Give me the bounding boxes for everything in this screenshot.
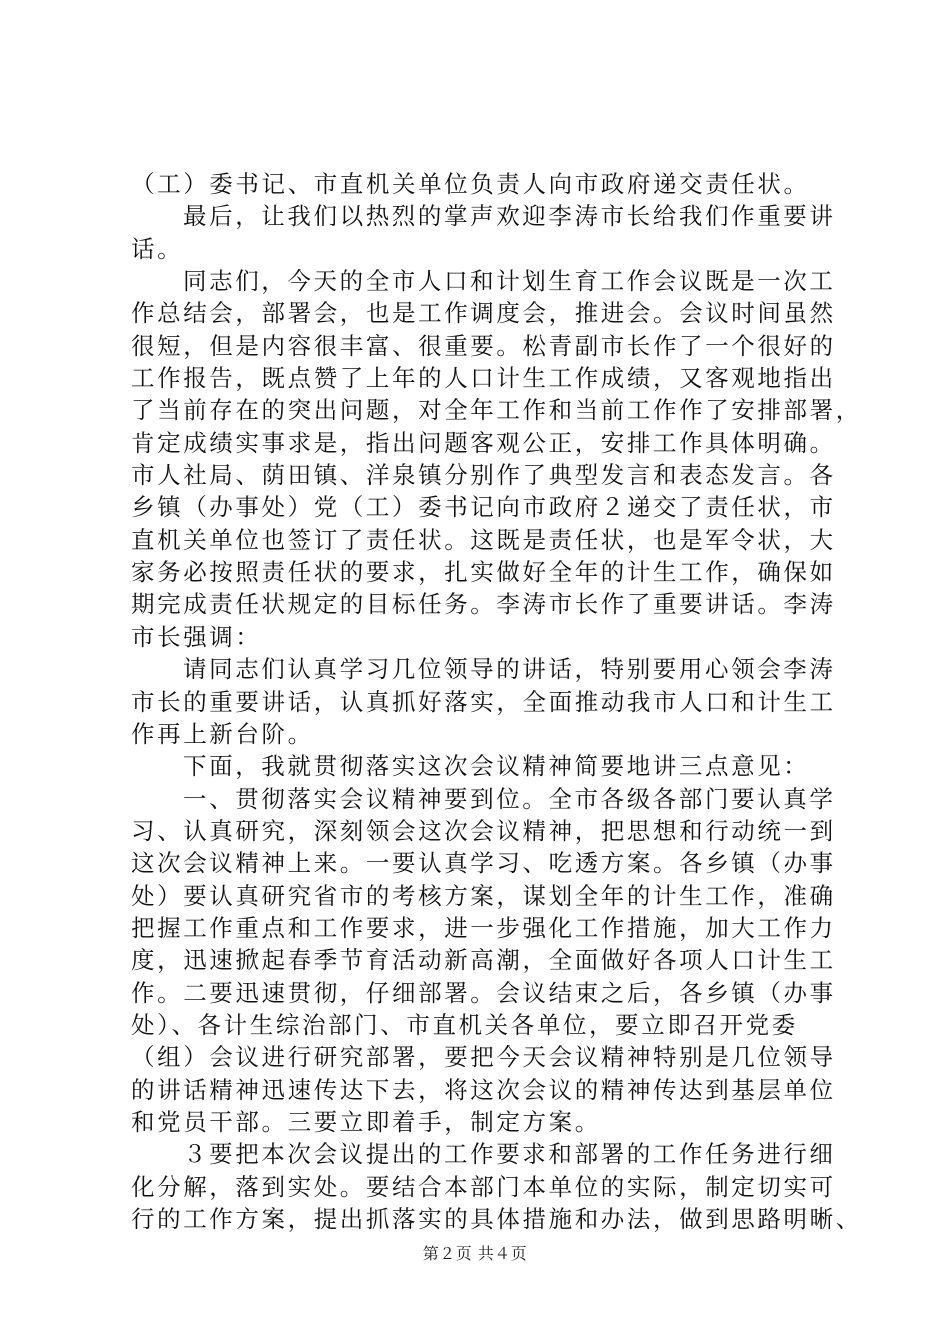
- text-line: 把握工作重点和工作要求，进一步强化工作措施，加大工作力: [131, 913, 836, 942]
- text-line: 处）、各计生综治部门、市直机关各单位，要立即召开党委: [131, 1010, 798, 1039]
- text-line: 直机关单位也签订了责任状。这既是责任状，也是军令状，大: [131, 525, 836, 554]
- text-line: 市长的重要讲话，认真抓好落实，全面推动我市人口和计生工: [131, 687, 836, 716]
- text-line: 和党员干部。三要立即着手，制定方案。: [131, 1107, 601, 1136]
- text-line: 期完成责任状规定的目标任务。李涛市长作了重要讲话。李涛: [131, 590, 836, 619]
- text-line: 作总结会，部署会，也是工作调度会，推进会。会议时间虽然: [131, 299, 836, 328]
- text-line: 这次会议精神上来。一要认真学习、吃透方案。各乡镇（办事: [131, 849, 836, 878]
- text-line: 化分解，落到实处。要结合本部门本单位的实际，制定切实可: [131, 1172, 836, 1201]
- text-line: 的讲话精神迅速传达下去，将这次会议的精神传达到基层单位: [131, 1075, 836, 1104]
- text-line: 一、贯彻落实会议精神要到位。全市各级各部门要认真学: [183, 784, 836, 813]
- text-line: 最后，让我们以热烈的掌声欢迎李涛市长给我们作重要讲: [183, 202, 836, 231]
- page-number-footer: 第２页 共４页: [422, 1244, 528, 1263]
- text-line: 市人社局、荫田镇、洋泉镇分别作了典型发言和表态发言。各: [131, 461, 836, 490]
- text-line: 处）要认真研究省市的考核方案，谋划全年的计生工作，准确: [131, 881, 836, 910]
- text-line: 作。二要迅速贯彻，仔细部署。会议结束之后，各乡镇（办事: [131, 978, 836, 1007]
- text-line: 作再上新台阶。: [131, 719, 314, 748]
- text-line: 度，迅速掀起春季节育活动新高潮，全面做好各项人口计生工: [131, 946, 836, 975]
- text-line: 了当前存在的突出问题，对全年工作和当前工作作了安排部署，: [131, 396, 862, 425]
- text-line: ３要把本次会议提出的工作要求和部署的工作任务进行细: [183, 1140, 836, 1169]
- text-line: 很短，但是内容很丰富、很重要。松青副市长作了一个很好的: [131, 331, 836, 360]
- text-line: （组）会议进行研究部署，要把今天会议精神特别是几位领导: [131, 1043, 836, 1072]
- text-line: 请同志们认真学习几位领导的讲话，特别要用心领会李涛: [183, 655, 836, 684]
- text-line: 工作报告，既点赞了上年的人口计生工作成绩，又客观地指出: [131, 364, 836, 393]
- text-line: 市长强调：: [131, 622, 262, 651]
- text-line: 同志们，今天的全市人口和计划生育工作会议既是一次工: [183, 267, 836, 296]
- text-line: （工）委书记、市直机关单位负责人向市政府递交责任状。: [131, 170, 810, 198]
- text-line: 乡镇（办事处）党（工）委书记向市政府２递交了责任状，市: [131, 493, 836, 522]
- text-line: 话。: [131, 234, 184, 263]
- text-line: 家务必按照责任状的要求，扎实做好全年的计生工作，确保如: [131, 558, 836, 587]
- document-body: [131, 168, 862, 1235]
- text-line: 肯定成绩实事求是，指出问题客观公正，安排工作具体明确。: [131, 428, 836, 457]
- text-line: 下面，我就贯彻落实这次会议精神简要地讲三点意见：: [183, 752, 810, 781]
- text-line: 习、认真研究，深刻领会这次会议精神，把思想和行动统一到: [131, 816, 836, 845]
- text-line: 行的工作方案，提出抓落实的具体措施和办法，做到思路明晰、: [131, 1205, 862, 1233]
